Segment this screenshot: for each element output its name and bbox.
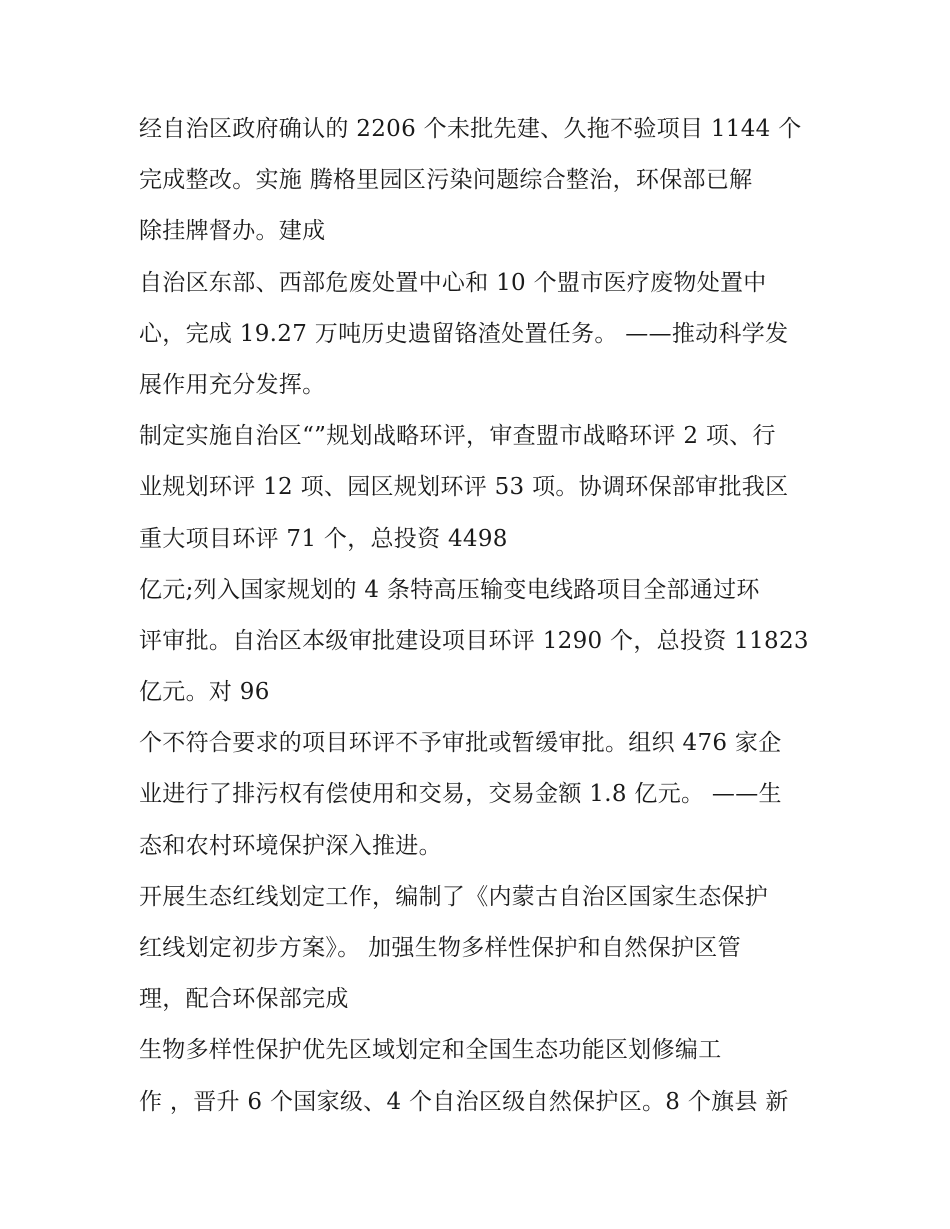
text-line: 生物多样性保护优先区域划定和全国生态功能区划修编工 bbox=[139, 1037, 722, 1064]
text-line: 心，完成 19.27 万吨历史遗留铬渣处置任务。 ——推动科学发 bbox=[139, 320, 789, 347]
text-line: 亿元。对 96 bbox=[139, 679, 270, 706]
document-body bbox=[139, 104, 829, 1128]
text-line: 开展生态红线划定工作，编制了《内蒙古自治区国家生态保护 bbox=[139, 883, 769, 910]
text-line: 评审批。自治区本级审批建设项目环评 1290 个，总投资 11823 bbox=[139, 627, 809, 654]
text-line: 经自治区政府确认的 2206 个未批先建、久拖不验项目 1144 个 bbox=[139, 116, 802, 142]
text-line: 亿元;列入国家规划的 4 条特高压输变电线路项目全部通过环 bbox=[139, 576, 760, 603]
text-line: 制定实施自治区“”规划战略环评，审查盟市战略环评 2 项、行 bbox=[139, 423, 776, 450]
text-line: 红线划定初步方案》。 加强生物多样性保护和自然保护区管 bbox=[139, 935, 741, 961]
text-line: 个不符合要求的项目环评不予审批或暂缓审批。组织 476 家企 bbox=[139, 730, 782, 757]
text-line: 态和农村环境保护深入推进。 bbox=[139, 832, 442, 859]
text-line: 业规划环评 12 项、园区规划环评 53 项。协调环保部审批我区 bbox=[139, 474, 789, 501]
text-line: 除挂牌督办。建成 bbox=[139, 218, 326, 245]
text-line: 业进行了排污权有偿使用和交易，交易金额 1.8 亿元。 ——生 bbox=[139, 781, 782, 808]
text-line: 展作用充分发挥。 bbox=[139, 371, 326, 398]
text-line: 完成整改。实施 腾格里园区污染问题综合整治，环保部已解 bbox=[139, 167, 753, 194]
text-line: 自治区东部、西部危废处置中心和 10 个盟市医疗废物处置中 bbox=[139, 269, 767, 296]
text-line: 理，配合环保部完成 bbox=[139, 986, 349, 1013]
text-line: 重大项目环评 71 个，总投资 4498 bbox=[139, 525, 508, 552]
text-line: 作 ，晋升 6 个国家级、4 个自治区级自然保护区。8 个旗县 新 bbox=[139, 1088, 789, 1115]
